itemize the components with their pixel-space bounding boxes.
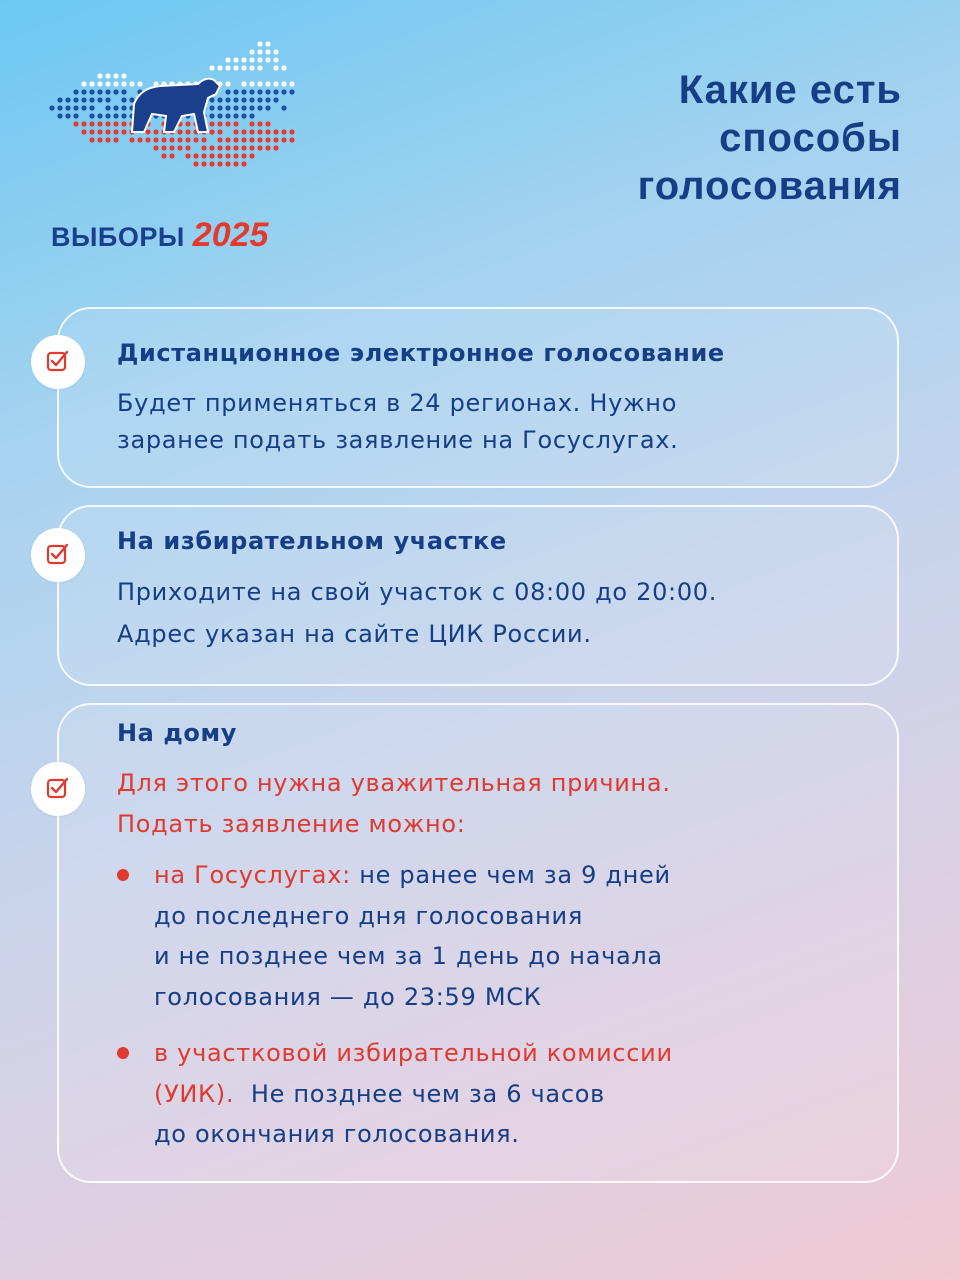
logo-dot [273, 145, 278, 150]
logo-dot [145, 129, 150, 134]
logo-dot [265, 137, 270, 142]
logo-dot [241, 129, 246, 134]
logo-dot [241, 65, 246, 70]
logo-dot [289, 81, 294, 86]
card-text-line: Подать заявление можно: [117, 810, 466, 838]
logo-dot [201, 153, 206, 158]
logo-dot [137, 137, 142, 142]
logo-dot [273, 65, 278, 70]
card-title: На дому [117, 719, 237, 747]
logo-dot [249, 49, 254, 54]
logo-dot [113, 113, 118, 118]
logo-dot [57, 105, 62, 110]
logo-dot [249, 121, 254, 126]
logo-dot [233, 105, 238, 110]
logo-dot [185, 129, 190, 134]
logo-dot [233, 89, 238, 94]
logo-dot [265, 41, 270, 46]
logo-dot [225, 97, 230, 102]
logo-dot [177, 129, 182, 134]
logo-dot [209, 65, 214, 70]
logo-dot [233, 97, 238, 102]
logo-dot [257, 137, 262, 142]
logo-dot [81, 129, 86, 134]
logo-dot [217, 97, 222, 102]
logo-dot [121, 97, 126, 102]
logo-dot [97, 129, 102, 134]
page-title [482, 66, 902, 210]
logo-dot [249, 137, 254, 142]
logo-dot [217, 129, 222, 134]
logo-dot [161, 145, 166, 150]
logo-dot [233, 145, 238, 150]
logo-dot [105, 97, 110, 102]
logo-dot [249, 145, 254, 150]
logo-dot [257, 57, 262, 62]
logo-dot [281, 137, 286, 142]
logo-dot [289, 89, 294, 94]
logo-dot [153, 129, 158, 134]
logo-dot [201, 137, 206, 142]
logo-dot [225, 57, 230, 62]
logo-dot [241, 161, 246, 166]
logo-dot [265, 97, 270, 102]
logo-year: 2025 [192, 216, 269, 254]
logo-dot [209, 153, 214, 158]
logo-dot [137, 81, 142, 86]
logo-dot [65, 97, 70, 102]
logo-dot [217, 113, 222, 118]
card-text-line: Приходите на свой участок с 08:00 до 20:00. [117, 578, 718, 606]
logo-dot [209, 113, 214, 118]
logo-dot [281, 89, 286, 94]
logo-dot [217, 145, 222, 150]
logo-dot [241, 57, 246, 62]
logo-dot [161, 137, 166, 142]
logo-text [51, 216, 268, 255]
logo [48, 40, 298, 254]
logo-dot [81, 105, 86, 110]
logo-dot [265, 129, 270, 134]
logo-dot [265, 49, 270, 54]
bear-map-icon [48, 40, 298, 190]
logo-dot [89, 81, 94, 86]
logo-dot [265, 57, 270, 62]
logo-dot [105, 121, 110, 126]
title-line-2: способы [719, 116, 902, 160]
logo-dot [265, 121, 270, 126]
title-line-1: Какие есть [678, 68, 902, 112]
checkbox-icon [31, 762, 85, 816]
logo-dot [257, 145, 262, 150]
logo-dot [233, 153, 238, 158]
logo-dot [57, 97, 62, 102]
logo-dot [225, 145, 230, 150]
logo-dot [225, 137, 230, 142]
logo-dot [81, 89, 86, 94]
logo-dot [89, 137, 94, 142]
logo-dot [249, 153, 254, 158]
logo-dot [233, 57, 238, 62]
card-polling-station [57, 505, 899, 686]
logo-dot [249, 81, 254, 86]
logo-dot [209, 121, 214, 126]
logo-dot [193, 153, 198, 158]
logo-dot [73, 89, 78, 94]
logo-dot [257, 41, 262, 46]
logo-dot [249, 65, 254, 70]
logo-dot [217, 121, 222, 126]
logo-dot [113, 137, 118, 142]
logo-dot [273, 97, 278, 102]
logo-dot [105, 89, 110, 94]
bullet-highlight: на Госуслугах: [154, 861, 351, 889]
logo-dot [273, 89, 278, 94]
card-title: Дистанционное электронное голосование [117, 339, 725, 367]
card-text-line: Для этого нужна уважительная причина. [117, 769, 671, 797]
bear-silhouette [132, 79, 220, 132]
logo-dot [81, 81, 86, 86]
logo-dot [73, 97, 78, 102]
logo-dot [217, 153, 222, 158]
logo-dot [65, 113, 70, 118]
logo-dot [209, 129, 214, 134]
logo-dot [225, 121, 230, 126]
logo-dot [265, 89, 270, 94]
logo-dot [257, 129, 262, 134]
logo-dot [105, 81, 110, 86]
logo-dot [73, 121, 78, 126]
logo-dot [257, 97, 262, 102]
logo-dot [57, 113, 62, 118]
logo-dot [105, 129, 110, 134]
logo-dot [241, 113, 246, 118]
logo-dot [97, 137, 102, 142]
logo-dot [121, 89, 126, 94]
logo-dot [209, 161, 214, 166]
logo-dot [209, 145, 214, 150]
logo-dot [241, 97, 246, 102]
logo-dot [281, 129, 286, 134]
logo-dot [249, 97, 254, 102]
checkbox-icon [31, 335, 85, 389]
logo-dot [185, 137, 190, 142]
bullet-text: голосования — до 23:59 МСК [154, 982, 542, 1011]
checkbox-icon [31, 528, 85, 582]
logo-dot [225, 81, 230, 86]
logo-dot [225, 161, 230, 166]
bullet-highlight: (УИК). [154, 1079, 235, 1108]
title-line-3: голосования [637, 164, 902, 208]
logo-dot [241, 137, 246, 142]
logo-dot [233, 129, 238, 134]
logo-dot [233, 113, 238, 118]
bullet-text: и не позднее чем за 1 день до начала [154, 942, 663, 970]
logo-dot [169, 137, 174, 142]
logo-dot [201, 161, 206, 166]
logo-dot [185, 153, 190, 158]
logo-dot [169, 153, 174, 158]
logo-dot [129, 81, 134, 86]
logo-dot [121, 113, 126, 118]
logo-dot [225, 65, 230, 70]
logo-dot [113, 129, 118, 134]
logo-dot [241, 81, 246, 86]
card-title: На избирательном участке [117, 527, 507, 555]
logo-dot [281, 65, 286, 70]
logo-dot [97, 89, 102, 94]
logo-dot [113, 81, 118, 86]
logo-dot [241, 105, 246, 110]
logo-dot [81, 97, 86, 102]
logo-dot [273, 81, 278, 86]
logo-dot [249, 113, 254, 118]
logo-dot [169, 145, 174, 150]
logo-dot [257, 65, 262, 70]
bullet-text: Не позднее чем за 6 часов [234, 1079, 605, 1108]
logo-dot [233, 65, 238, 70]
logo-dot [161, 153, 166, 158]
logo-dot [225, 105, 230, 110]
logo-dot [73, 105, 78, 110]
card-text-line: Будет применяться в 24 регионах. Нужно [117, 389, 678, 417]
logo-dot [89, 113, 94, 118]
logo-dot [257, 89, 262, 94]
logo-dot [241, 153, 246, 158]
logo-dot [249, 57, 254, 62]
logo-dot [97, 113, 102, 118]
logo-dot [185, 121, 190, 126]
logo-dot [225, 89, 230, 94]
logo-dot [193, 161, 198, 166]
card-text-line: Адрес указан на сайте ЦИК России. [117, 620, 592, 648]
logo-dot [257, 49, 262, 54]
logo-dot [105, 137, 110, 142]
logo-dot [273, 129, 278, 134]
logo-dot [65, 105, 70, 110]
logo-dot [241, 145, 246, 150]
card-home-voting [57, 703, 899, 1183]
card-text-line: заранее подать заявление на Госуслугах. [117, 426, 679, 454]
logo-dot [257, 81, 262, 86]
logo-dot [193, 137, 198, 142]
logo-dot [273, 57, 278, 62]
logo-dot [225, 113, 230, 118]
logo-dot [81, 121, 86, 126]
logo-dot [89, 121, 94, 126]
logo-dot [217, 161, 222, 166]
logo-dot [97, 73, 102, 78]
logo-dot [217, 105, 222, 110]
logo-dot [89, 97, 94, 102]
logo-dot [281, 105, 286, 110]
logo-dot [289, 129, 294, 134]
logo-dot [73, 113, 78, 118]
logo-dot [233, 121, 238, 126]
logo-dot [273, 49, 278, 54]
logo-dot [89, 105, 94, 110]
logo-dot [241, 89, 246, 94]
logo-dot [105, 73, 110, 78]
logo-dot [113, 89, 118, 94]
logo-dot [113, 73, 118, 78]
logo-dot [49, 105, 54, 110]
logo-dot [209, 97, 214, 102]
logo-dot [257, 121, 262, 126]
logo-dot [249, 89, 254, 94]
logo-dot [289, 137, 294, 142]
logo-dot [233, 161, 238, 166]
logo-dot [121, 105, 126, 110]
logo-dot [105, 113, 110, 118]
logo-dot [97, 97, 102, 102]
logo-dot [89, 129, 94, 134]
logo-dot [225, 153, 230, 158]
logo-dot [249, 129, 254, 134]
logo-dot [97, 81, 102, 86]
logo-dot [185, 145, 190, 150]
bullet-dot [117, 869, 129, 881]
bullet-item [154, 855, 671, 1017]
bullet-text: до окончания голосования. [154, 1120, 520, 1148]
card-remote-voting [57, 307, 899, 488]
logo-dot [257, 105, 262, 110]
logo-dot [113, 105, 118, 110]
logo-dot [209, 105, 214, 110]
logo-dot [201, 145, 206, 150]
logo-dot [265, 145, 270, 150]
logo-dot [121, 129, 126, 134]
logo-dot [113, 121, 118, 126]
bullet-text: до последнего дня голосования [154, 901, 583, 930]
logo-dot [265, 81, 270, 86]
logo-dot [177, 145, 182, 150]
logo-dot [97, 121, 102, 126]
bullet-dot [117, 1047, 129, 1059]
logo-dot [177, 137, 182, 142]
logo-dot [145, 137, 150, 142]
logo-dot [105, 105, 110, 110]
logo-dot [233, 137, 238, 142]
bullet-text: не ранее чем за 9 дней [350, 861, 671, 889]
logo-dot [265, 105, 270, 110]
logo-dot [121, 81, 126, 86]
logo-dot [273, 137, 278, 142]
logo-dot [153, 145, 158, 150]
logo-dot [217, 65, 222, 70]
logo-dot [121, 121, 126, 126]
bullet-highlight: в участковой избирательной комиссии [154, 1039, 673, 1067]
logo-dot [121, 73, 126, 78]
bullet-item [154, 1033, 673, 1155]
logo-dot [153, 137, 158, 142]
logo-dot [129, 137, 134, 142]
logo-dot [281, 81, 286, 86]
logo-word: ВЫБОРЫ [51, 222, 185, 252]
logo-dot [217, 137, 222, 142]
logo-dot [89, 89, 94, 94]
logo-dot [249, 105, 254, 110]
